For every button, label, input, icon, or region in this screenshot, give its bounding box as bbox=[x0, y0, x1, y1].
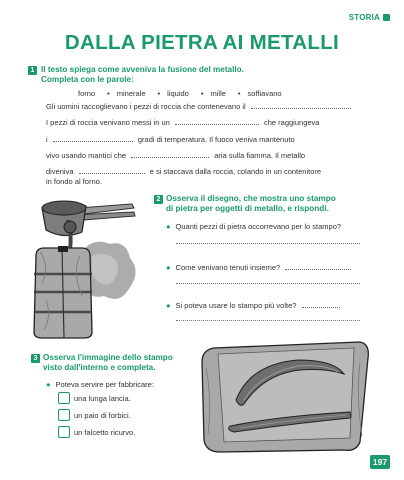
exercise-2-instruction-line-2: di pietra per oggetti di metallo, e rispondi. bbox=[166, 204, 329, 213]
text-fragment: vivo usando mantici che bbox=[46, 151, 127, 160]
bullet-icon: ● bbox=[46, 380, 51, 389]
option-label: un paio di forbici. bbox=[74, 411, 131, 420]
word-bank-item: forno bbox=[78, 89, 96, 98]
answer-line[interactable] bbox=[176, 243, 360, 244]
question-2 bbox=[166, 262, 351, 272]
exercise-3-number: 3 bbox=[31, 354, 40, 363]
blank-field[interactable] bbox=[302, 300, 340, 308]
exercise-1-instruction-line-1: Il testo spiega come avveniva la fusione del metallo. bbox=[41, 65, 244, 74]
option-label: un falcetto ricurvo. bbox=[74, 428, 136, 437]
text-line bbox=[46, 101, 351, 112]
text-fragment: i bbox=[46, 135, 48, 144]
exercise-2-instruction bbox=[166, 194, 336, 214]
text-line bbox=[46, 150, 305, 161]
question-text: Come venivano tenuti insieme? bbox=[175, 263, 281, 272]
word-bank-item: • minerale bbox=[107, 89, 145, 98]
text-fragment: e si staccava dalla roccia, colando in un contenitore bbox=[149, 167, 322, 176]
text-fragment: I pezzi di roccia venivano messi in un bbox=[46, 118, 170, 127]
blank-field[interactable] bbox=[285, 262, 351, 270]
prompt-text: Poteva servire per fabbricare: bbox=[55, 380, 154, 389]
exercise-1-instruction-line-2: Completa con le parole: bbox=[41, 75, 134, 84]
answer-line[interactable] bbox=[176, 320, 360, 321]
text-fragment: in fondo al forno. bbox=[46, 177, 102, 186]
checkbox-forbici[interactable] bbox=[58, 409, 70, 421]
blank-field[interactable] bbox=[175, 117, 259, 125]
exercise-3-instruction-line-1: Osserva l'immagine dello stampo bbox=[43, 353, 173, 362]
blank-field[interactable] bbox=[79, 166, 145, 174]
exercise-2-instruction-line-1: Osserva il disegno, che mostra uno stampo bbox=[166, 194, 336, 203]
answer-line[interactable] bbox=[176, 283, 360, 284]
section-tag bbox=[349, 13, 390, 22]
bullet-icon: ● bbox=[166, 263, 171, 272]
text-fragment: gradi di temperatura. Il fuoco veniva mantenuto bbox=[137, 135, 295, 144]
text-fragment: aria sulla fiamma. Il metallo bbox=[214, 151, 306, 160]
option-label: una lunga lancia. bbox=[74, 394, 131, 403]
word-bank-item: • soffiavano bbox=[238, 89, 282, 98]
blank-field[interactable] bbox=[131, 150, 209, 158]
exercise-3-prompt bbox=[46, 380, 154, 389]
exercise-2-number: 2 bbox=[154, 195, 163, 204]
section-square-icon bbox=[383, 14, 390, 21]
question-text: Quanti pezzi di pietra occorrevano per lo stampo? bbox=[175, 222, 342, 231]
page-number: 197 bbox=[370, 455, 390, 469]
bullet-icon: ● bbox=[166, 301, 171, 310]
question-1 bbox=[166, 222, 341, 231]
word-bank-item: • mille bbox=[201, 89, 226, 98]
stone-mould-illustration bbox=[22, 192, 152, 340]
word-bank bbox=[78, 89, 282, 98]
exercise-3-instruction-line-2: visto dall'interno e completa. bbox=[43, 363, 156, 372]
checkbox-falcetto[interactable] bbox=[58, 426, 70, 438]
text-line bbox=[46, 134, 295, 145]
blank-field[interactable] bbox=[251, 101, 351, 109]
word-bank-item: • liquido bbox=[158, 89, 189, 98]
text-line bbox=[46, 166, 321, 177]
text-fragment: che raggiungeva bbox=[264, 118, 320, 127]
mould-interior-illustration bbox=[200, 338, 378, 456]
exercise-1-number: 1 bbox=[28, 66, 37, 75]
page-title: DALLA PIETRA AI METALLI bbox=[64, 31, 340, 54]
bullet-icon: ● bbox=[166, 222, 171, 231]
question-3 bbox=[166, 300, 340, 310]
text-line bbox=[46, 177, 102, 187]
exercise-1-instruction bbox=[41, 65, 244, 85]
text-line bbox=[46, 117, 319, 128]
exercise-3-instruction bbox=[43, 353, 173, 373]
text-fragment: diveniva bbox=[46, 167, 74, 176]
checkbox-lancia[interactable] bbox=[58, 392, 70, 404]
question-text: Si poteva usare lo stampo più volte? bbox=[175, 301, 297, 310]
blank-field[interactable] bbox=[53, 134, 133, 142]
section-label: STORIA bbox=[348, 13, 380, 22]
text-fragment: Gli uomini raccoglievano i pezzi di roccia che contenevano il bbox=[46, 102, 246, 111]
